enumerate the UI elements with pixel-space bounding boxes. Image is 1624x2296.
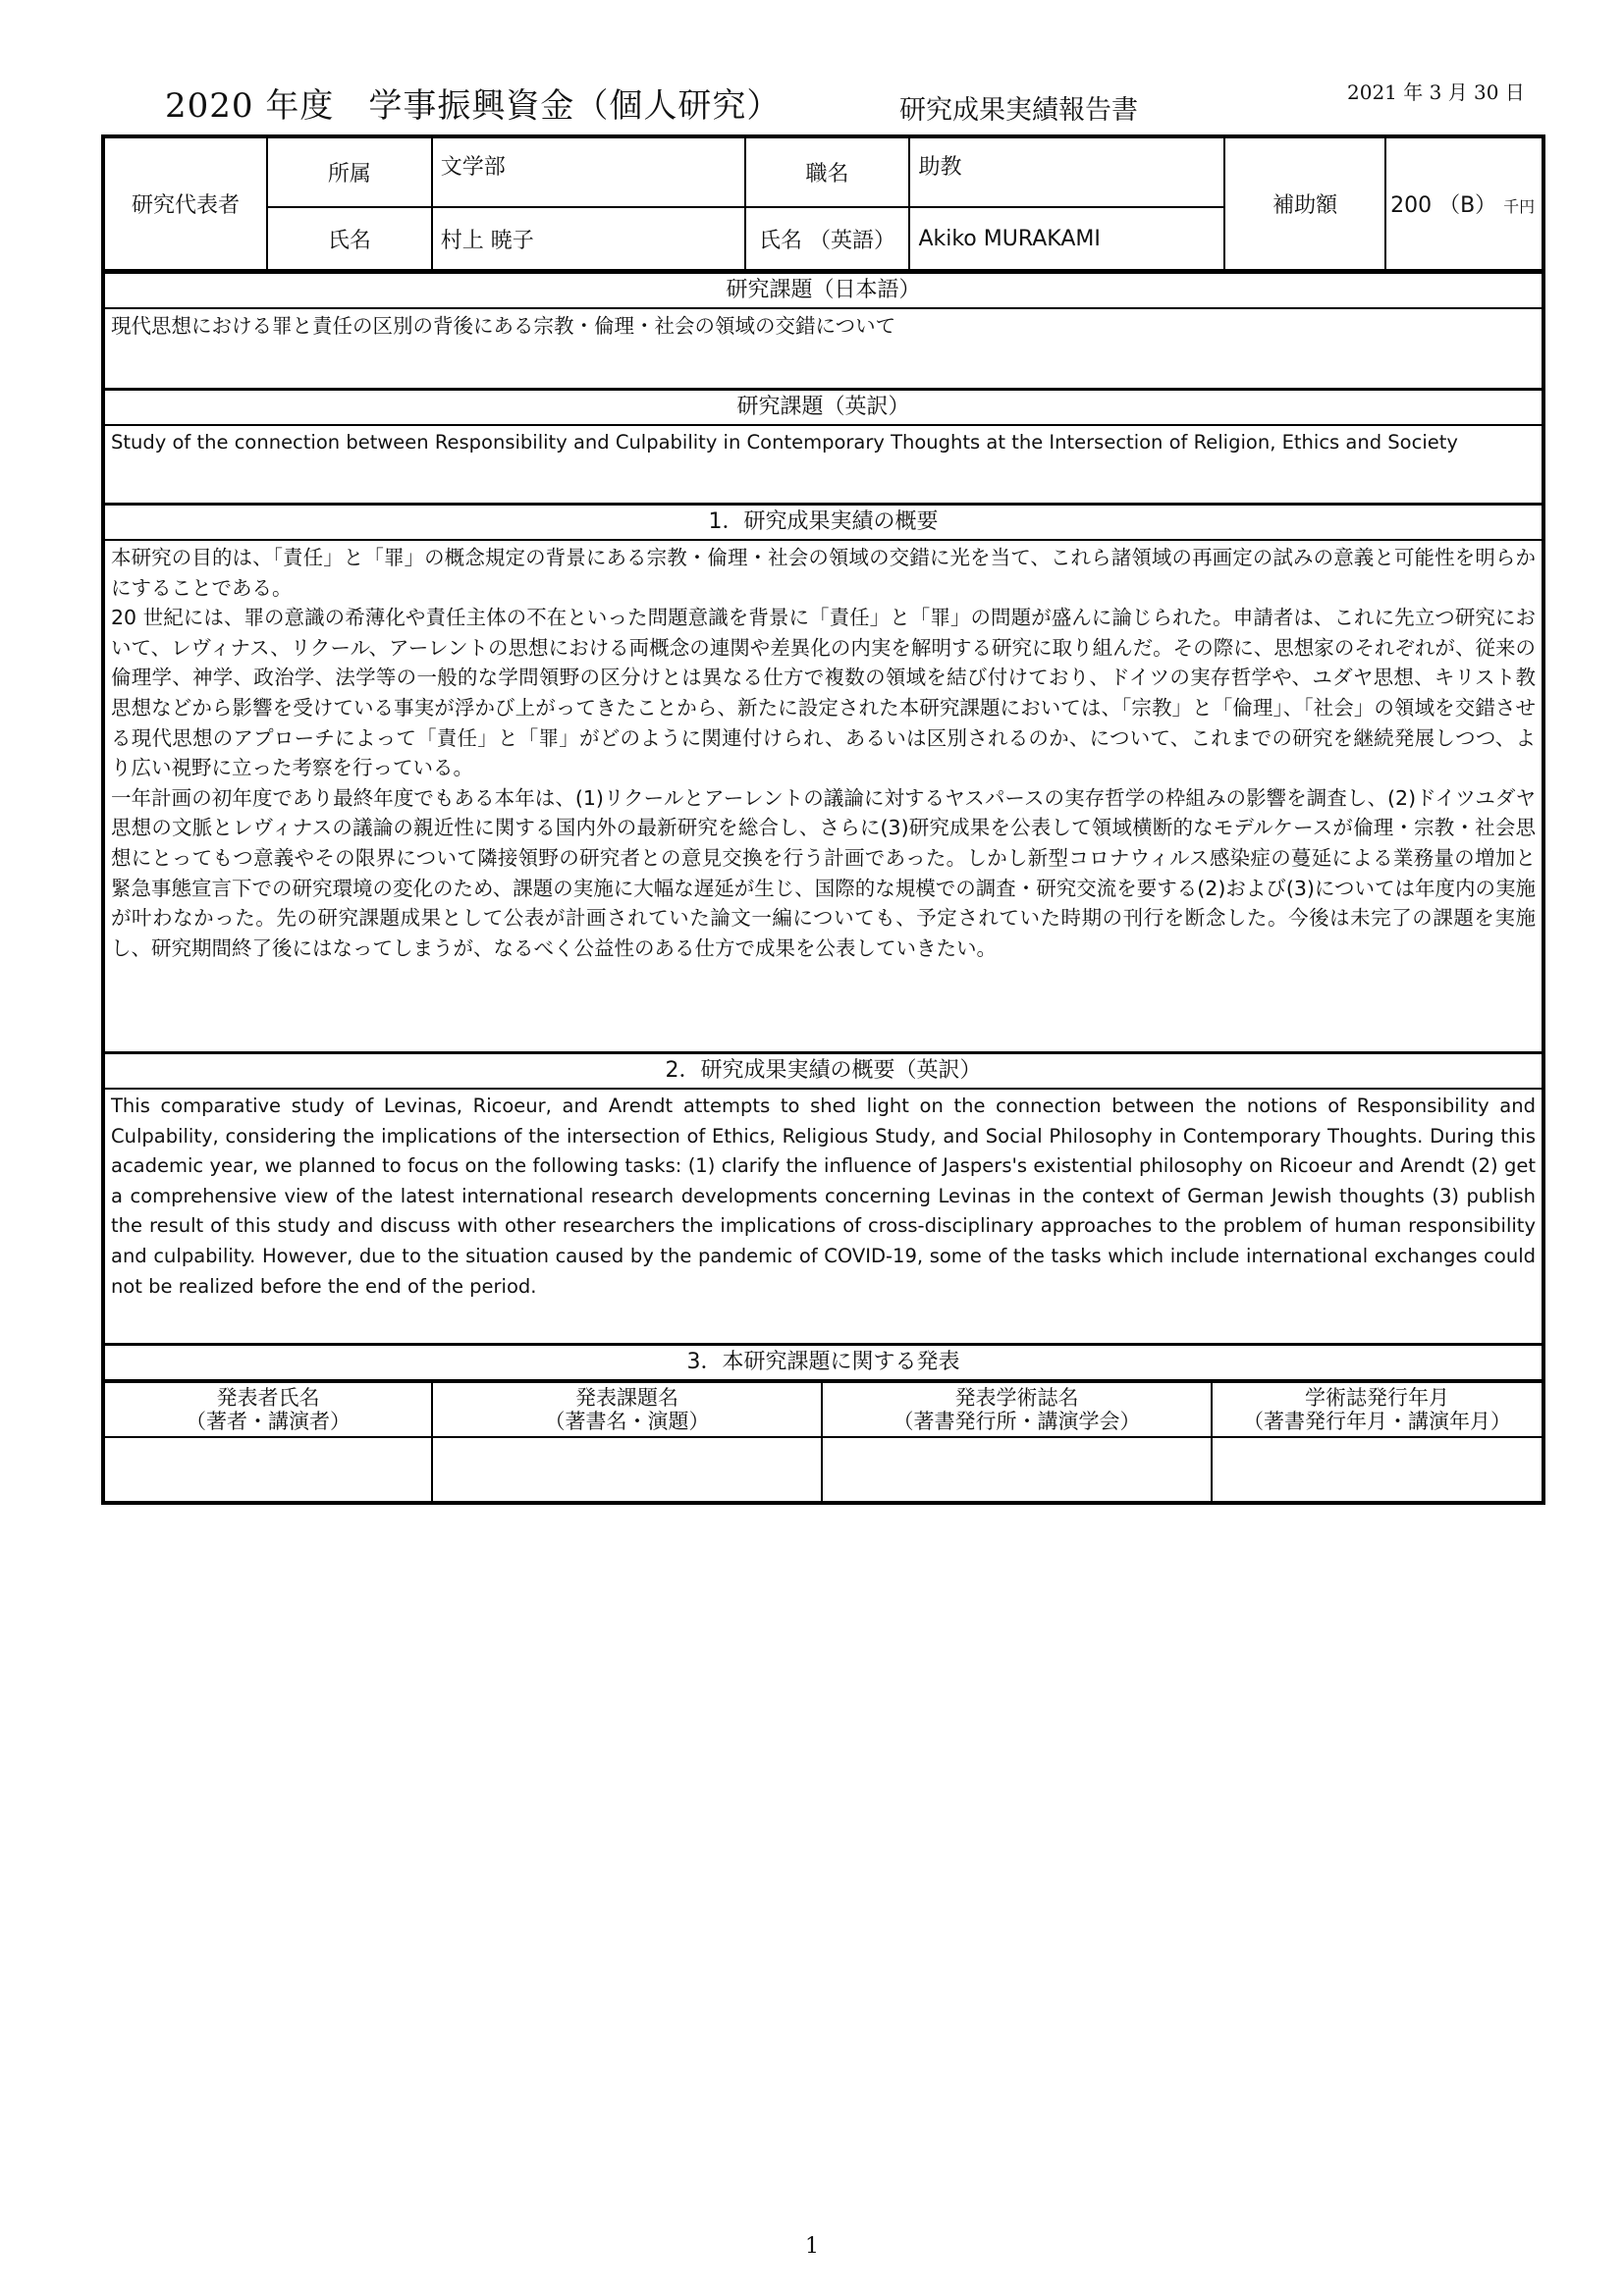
column-journal-sub: （著書発行所・講演学会） [893,1410,1141,1433]
report-form [101,134,1545,1505]
topic-ja-heading: 研究課題（日本語） [105,271,1542,309]
publication-cell [1212,1437,1542,1501]
name-value: 村上 暁子 [432,207,745,270]
position-value: 助教 [909,138,1224,207]
summary-ja-paragraph: 20 世紀には、罪の意識の希薄化や責任主体の不在といった問題意識を背景に「責任」と「罪」の問題が盛んに論じられた。申請者は、これに先立つ研究において、レヴィナス、リクール、アーレントの思想における両概念の連関や差異化の内実を解明する研究に取り組んだ。その際に、思想家のそれぞれが、従来の倫理学、神学、政治学、法学等の一般的な学問領野の区分けとは異なる仕方で複数の領域を結び付けており、ドイツの実存哲学や、ユダヤ思想、キリスト教思想などから影響を受けている事実が浮かび上がってきたことから、新たに設定された本研究課題においては、「宗教」と「倫理」、「社会」の領域を交錯させる現代思想のアプローチによって「責任」と「罪」がどのように関連付けられ、あるいは区別されるのか、について、これまでの研究を継続発展しつつ、より広い視野に立った考察を行っている。 [111,606,1536,780]
column-presenter-sub: （著者・講演者） [186,1410,351,1433]
publication-cell [822,1437,1212,1501]
publication-cell [105,1437,432,1501]
column-date-title: 学術誌発行年月 [1305,1386,1449,1410]
summary-en-heading: 2．研究成果実績の概要（英訳） [105,1051,1542,1090]
document-title: 2020 年度 学事振興資金（個人研究） [165,86,782,126]
column-presenter-title: 発表者氏名 [216,1386,320,1410]
topic-ja-text: 現代思想における罪と責任の区別の背後にある宗教・倫理・社会の領域の交錯について [111,314,896,338]
publications-table [105,1381,1542,1501]
grant-label: 補助額 [1224,138,1385,270]
name-label: 氏名 [267,207,432,270]
position-label: 職名 [745,138,910,207]
column-topic [432,1382,822,1437]
grant-value: 200 （B） [1390,193,1497,218]
summary-ja-body [105,541,1542,1051]
column-journal [822,1382,1212,1437]
column-date [1212,1382,1542,1437]
column-journal-title: 発表学術誌名 [954,1386,1079,1410]
summary-ja-heading: 1．研究成果実績の概要 [105,503,1542,541]
publications-heading: 3．本研究課題に関する発表 [105,1343,1542,1381]
name-en-label: 氏名 （英語） [745,207,910,270]
affiliation-label: 所属 [267,138,432,207]
topic-en-heading: 研究課題（英訳） [105,388,1542,426]
affiliation-value: 文学部 [432,138,745,207]
summary-ja-paragraph: 本研究の目的は、「責任」と「罪」の概念規定の背景にある宗教・倫理・社会の領域の交錯に光を当て、これら諸領域の再画定の試みの意義と可能性を明らかにすることである。 [111,546,1536,600]
summary-en-text: This comparative study of Levinas, Ricoeur, and Arendt attempts to shed light on the connection between the notions of Responsibility and Culpability, considering the implications of the intersection of Ethics, Religious Study, and Social Philosophy in Contemporary Thoughts. During this academic year, we planned to focus on the following tasks: (1) clarify the influence of Jaspers's existential philosophy on Ricoeur and Arendt (2) get a comprehensive view of the latest international research developments concerning Levinas in the context of German Jewish thoughts (3) publish the result of this study and discuss with other researchers the implications of cross-disciplinary approaches to the problem of human responsibility and culpability. However, due to the situation caused by the pandemic of COVID-19, some of the tasks which include international exchanges could not be realized before the end of the period. [111,1095,1536,1298]
column-presenter [105,1382,432,1437]
column-topic-title: 発表課題名 [575,1386,678,1410]
column-date-sub: （著書発行年月・講演年月） [1243,1410,1511,1433]
document-header [165,75,1540,133]
investigator-label: 研究代表者 [105,138,267,270]
topic-en-text: Study of the connection between Responsibility and Culpability in Contemporary Thoughts at the Intersection of Religion, Ethics and Society [111,431,1458,454]
summary-ja-paragraph: 一年計画の初年度であり最終年度でもある本年は、(1)リクールとアーレントの議論に対するヤスパースの実存哲学の枠組みの影響を調査し、(2)ドイツユダヤ思想の文脈とレヴィナスの議論の親近性に関する国内外の最新研究を総合し、さらに(3)研究成果を公表して領域横断的なモデルケースが倫理・宗教・社会思想にとってもつ意義やその限界について隣接領野の研究者との意見交換を行う計画であった。しかし新型コロナウィルス感染症の蔓延による業務量の増加と緊急事態宣言下での研究環境の変化のため、課題の実施に大幅な遅延が生じ、国際的な規模での調査・研究交流を要する(2)および(3)については年度内の実施が叶わなかった。先の研究課題成果として公表が計画されていた論文一編についても、予定されていた時期の刊行を断念した。今後は未完了の課題を実施し、研究期間終了後にはなってしまうが、なるべく公益性のある仕方で成果を公表していきたい。 [111,785,1536,960]
grant-amount [1385,138,1542,270]
document-subtitle: 研究成果実績報告書 [899,95,1138,126]
column-topic-sub: （著書名・演題） [544,1410,710,1433]
publication-cell [432,1437,822,1501]
publication-row [105,1437,1542,1501]
name-en-value: Akiko MURAKAMI [909,207,1224,270]
report-date: 2021 年 3 月 30 日 [1347,80,1525,104]
page-number: 1 [805,2234,819,2259]
grant-unit: 千円 [1503,197,1536,216]
investigator-table [105,138,1542,271]
publications-header-row [105,1382,1542,1437]
